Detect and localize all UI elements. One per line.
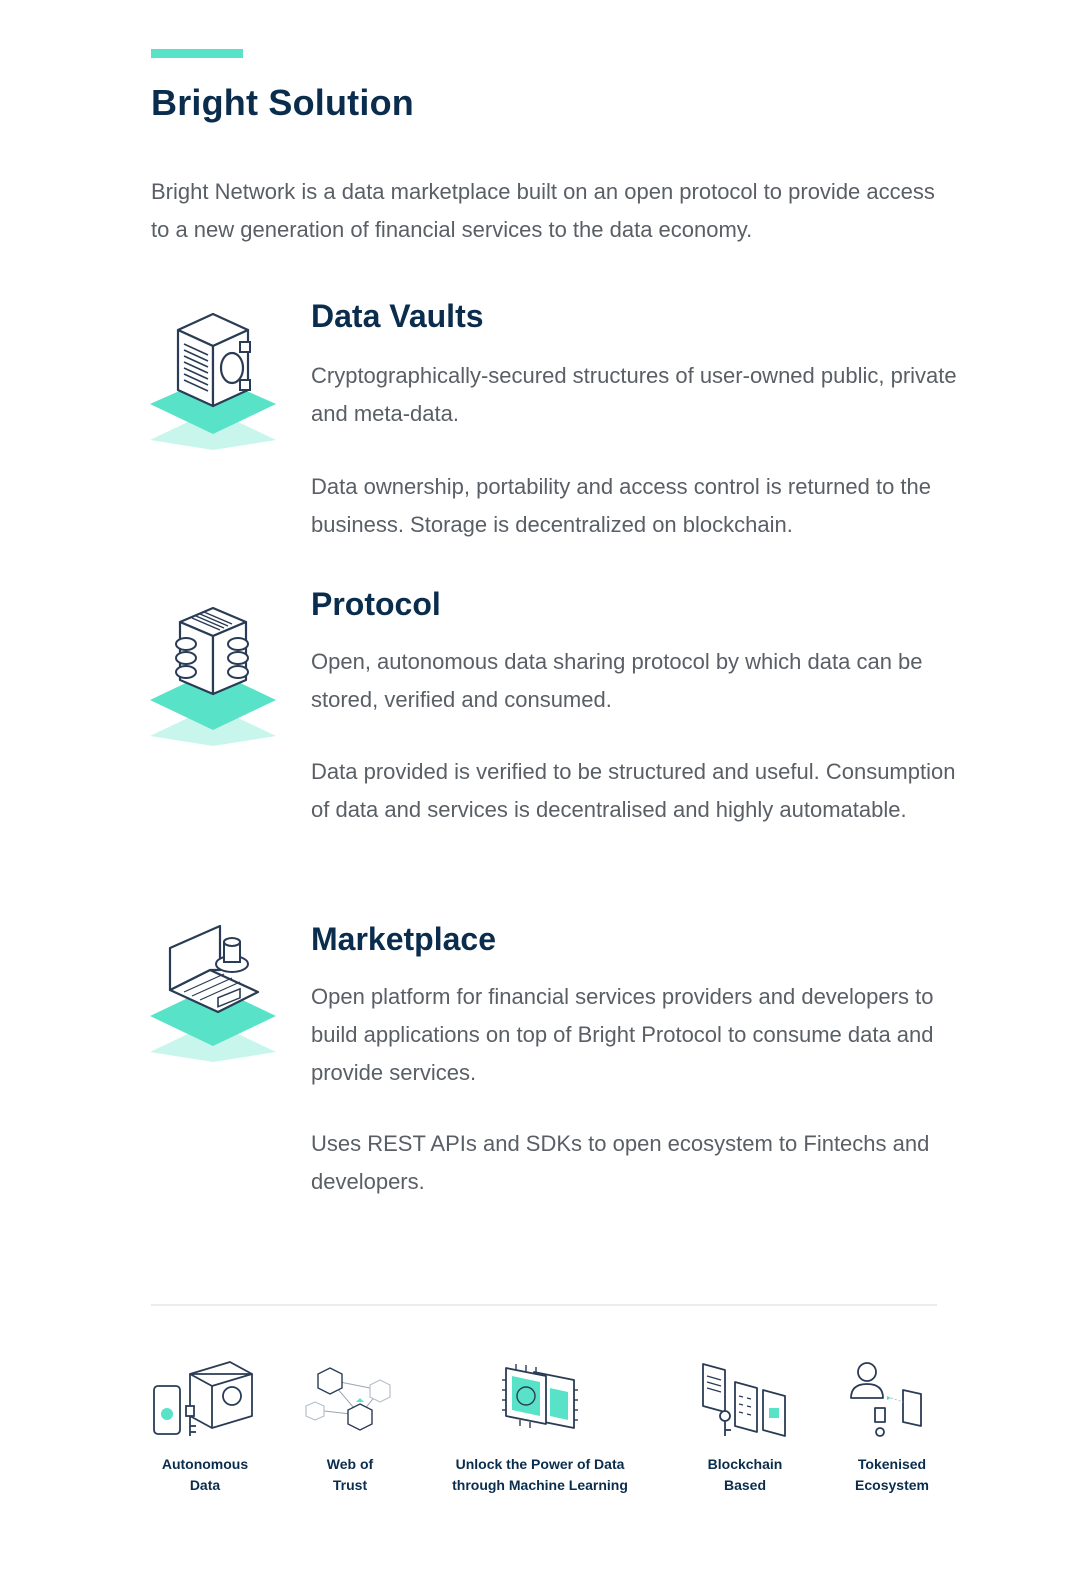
feature-title: Protocol xyxy=(311,586,441,622)
benefit-tokenised-ecosystem xyxy=(842,1360,942,1496)
feature-paragraph: Open, autonomous data sharing protocol by which data can be stored, verified and consumed. xyxy=(311,649,923,712)
intro-paragraph: Bright Network is a data marketplace built on an open protocol to provide access to a new generation of financial services to the data economy. xyxy=(151,179,935,242)
feature-paragraph: Open platform for financial services providers and developers to build applications on top of Bright Protocol to consume data and provide services. xyxy=(311,984,934,1085)
data-vault-icon xyxy=(148,308,278,458)
phone-safe-icon xyxy=(150,1360,260,1440)
chip-brain-icon xyxy=(490,1360,590,1440)
page-title: Bright Solution xyxy=(151,82,414,123)
benefit-machine-learning xyxy=(440,1360,640,1496)
benefit-label: Tokenised Ecosystem xyxy=(855,1456,929,1493)
documents-key-icon xyxy=(695,1360,795,1440)
benefit-label: Unlock the Power of Data through Machine Learning xyxy=(452,1456,628,1493)
feature-paragraph: Cryptographically-secured structures of user-owned public, private and meta-data. xyxy=(311,363,957,426)
benefit-label: Web of Trust xyxy=(326,1456,374,1493)
user-token-phone-icon xyxy=(847,1360,937,1440)
benefit-blockchain-based xyxy=(685,1360,805,1496)
feature-title: Marketplace xyxy=(311,921,496,957)
laptop-marketplace-icon xyxy=(148,920,278,1070)
benefit-web-of-trust xyxy=(295,1360,405,1496)
benefit-label: Autonomous Data xyxy=(161,1456,249,1493)
benefit-label: Blockchain Based xyxy=(707,1456,783,1493)
feature-title: Data Vaults xyxy=(311,298,484,334)
benefit-autonomous-data xyxy=(145,1360,265,1496)
section-divider xyxy=(151,1304,937,1306)
protocol-server-icon xyxy=(148,604,278,754)
accent-bar xyxy=(151,49,243,58)
feature-paragraph: Uses REST APIs and SDKs to open ecosystem to Fintechs and developers. xyxy=(311,1131,930,1194)
network-nodes-icon xyxy=(300,1360,400,1440)
feature-paragraph: Data ownership, portability and access control is returned to the business. Storage is decentralized on blockchain. xyxy=(311,474,931,537)
feature-paragraph: Data provided is verified to be structured and useful. Consumption of data and services is decentralised and highly automatable. xyxy=(311,759,956,822)
